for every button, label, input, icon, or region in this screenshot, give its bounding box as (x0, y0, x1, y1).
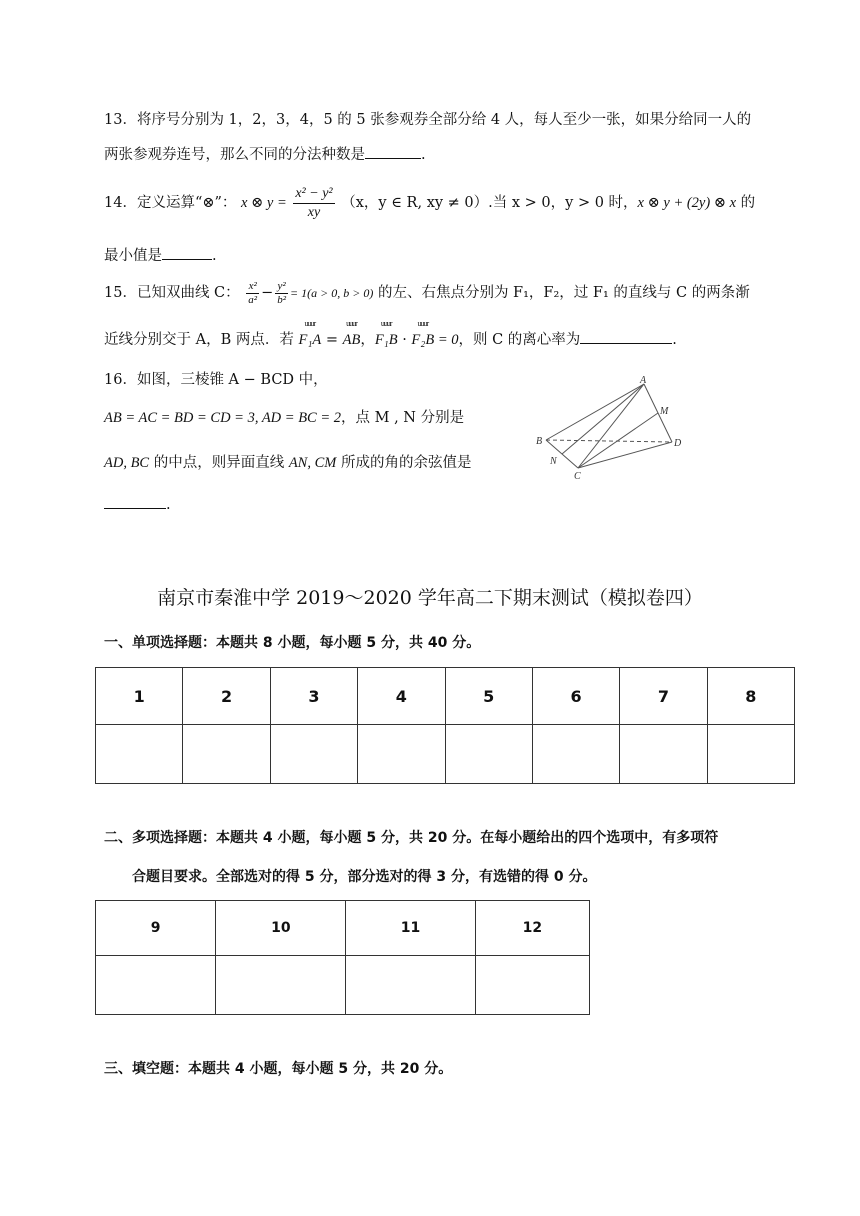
answer-cell[interactable] (270, 725, 357, 784)
answer-cell[interactable] (707, 725, 794, 784)
table1-header-cell: 5 (445, 668, 532, 725)
q15-vec-mark: uuur (380, 319, 392, 328)
q15-text2b: ，则 C 的离心率为 (458, 332, 581, 348)
answer-cell[interactable] (96, 956, 216, 1015)
q16-lengths: AB = AC = BD = CD = 3, AD = BC = 2 (104, 410, 342, 426)
q15-text2a: 近线分别交于 A，B 两点．若 (104, 332, 299, 348)
q16-line1: 16．如图，三棱锥 A − BCD 中， (104, 372, 328, 388)
answer-cell[interactable] (346, 956, 475, 1015)
q14-den: xy (307, 204, 321, 220)
answer-cell[interactable] (358, 725, 445, 784)
q14-lhs: x ⊗ y = (241, 195, 287, 211)
q16-end: . (166, 497, 171, 513)
q16-text3d: 所成的角的余弦值是 (336, 455, 472, 471)
table1-header-row (96, 668, 795, 725)
q16-line2 (104, 408, 464, 428)
q15-end: . (672, 332, 677, 348)
q15-vec-mark: uuur (304, 319, 316, 328)
q15-y-den: b² (277, 293, 287, 306)
q14-num: x² − y² (293, 185, 334, 204)
answer-cell[interactable] (183, 725, 270, 784)
edge-bd-hidden (546, 440, 672, 442)
answer-table-multi-choice (95, 900, 590, 1015)
answer-cell[interactable] (532, 725, 619, 784)
edge-ab (546, 384, 644, 440)
q15-v4: F₂B (411, 332, 435, 348)
section2-heading-line1: 二、多项选择题：本题共 4 小题，每小题 5 分，共 20 分。在每小题给出的四个选项中，有多项符 (104, 830, 719, 846)
q15-dot: · (397, 332, 412, 348)
q15-vec-ab (342, 319, 361, 350)
table2-header-cell: 11 (346, 901, 475, 956)
page-title: 南京市秦淮中学 2019～2020 学年高二下期末测试（模拟卷四） (157, 587, 703, 609)
table1-header-cell: 1 (96, 668, 183, 725)
q13-end: . (421, 147, 426, 163)
q15-zero: = 0 (434, 332, 459, 348)
q15-line2 (104, 319, 677, 350)
table2-header-cell: 12 (475, 901, 589, 956)
q15-v3: F₁B (374, 332, 398, 348)
q15-vec-f2b (411, 319, 435, 350)
table1-header-cell: 8 (707, 668, 794, 725)
answer-cell[interactable] (620, 725, 707, 784)
q15-eq2: = (321, 332, 343, 348)
q13-line1: 13．将序号分别为 1，2，3，4，5 的 5 张参观券全部分给 4 人，每人至少一张，如果分给同一人的 (104, 112, 752, 128)
q15-blank (580, 329, 672, 344)
label-b: B (536, 436, 543, 447)
table1-header-cell: 2 (183, 668, 270, 725)
q16-line3 (104, 453, 471, 473)
q15-frac-x (246, 280, 259, 307)
q14-fraction (293, 185, 334, 222)
q16-an-cm: AN, CM (288, 455, 337, 471)
q13-line2 (104, 144, 426, 165)
q15-v1: F₁A (298, 332, 322, 348)
q16-blank (104, 494, 166, 509)
label-c: C (574, 471, 581, 482)
q16-text3b: 的中点，则异面直线 (149, 455, 289, 471)
table1-header-cell: 7 (620, 668, 707, 725)
answer-table-single-choice (95, 667, 795, 784)
section3-heading: 三、填空题：本题共 4 小题，每小题 5 分，共 20 分。 (104, 1061, 453, 1077)
answer-cell[interactable] (445, 725, 532, 784)
table2-header-row (96, 901, 590, 956)
q16-ad-bc: AD, BC (104, 455, 150, 471)
q15-vec-f1b (374, 319, 398, 350)
q14-blank (162, 245, 212, 260)
edge-cd (578, 442, 672, 468)
q15-vec-mark: uuur (417, 319, 429, 328)
q15-vec-mark: uuur (346, 319, 357, 328)
label-a: A (640, 376, 647, 386)
q14-line1 (104, 183, 755, 223)
q15-v2: AB (342, 332, 361, 348)
label-n: N (550, 456, 557, 467)
table1-header-cell: 3 (270, 668, 357, 725)
table1-header-cell: 4 (358, 668, 445, 725)
label-d: D (674, 438, 682, 449)
q15-x-den: a² (248, 293, 258, 306)
answer-cell[interactable] (96, 725, 183, 784)
q13-text: 两张参观券连号，那么不同的分法种数是 (104, 147, 365, 163)
section2-heading-line2: 合题目要求。全部选对的得 5 分，部分选对的得 3 分，有选错的得 0 分。 (132, 869, 597, 885)
q14-tail: 的 (736, 195, 756, 211)
q15-vec-f1a (298, 319, 322, 350)
q16-line4 (104, 494, 171, 515)
q15-rest: 的左、右焦点分别为 F₁，F₂，过 F₁ 的直线与 C 的两条渐 (373, 285, 750, 301)
q13-blank (365, 144, 421, 159)
answer-cell[interactable] (475, 956, 589, 1015)
q15-line1: 15．已知双曲线 C： $\frac{\text{x²}}{\text{a²}}$ − $\frac{\text{y²}}{\text{b²}}$ = 1(a > 0, b > 0) 的左、右焦点分别为 F₁，F₂，过 F₁ 的直线与 C 的两条渐 (104, 279, 750, 306)
q14-end: . (212, 248, 217, 264)
q14-expr: x ⊗ y + (2y) ⊗ x (637, 195, 737, 211)
q15-comma: ， (360, 332, 375, 348)
table1-header-cell: 6 (532, 668, 619, 725)
q14-prefix: 14．定义运算“⊗”： (104, 195, 237, 211)
segment-an (562, 384, 644, 454)
q14-line2 (104, 245, 217, 266)
section1-heading: 一、单项选择题：本题共 8 小题，每小题 5 分，共 40 分。 (104, 635, 481, 651)
q14-text2: 最小值是 (104, 248, 162, 264)
table1-answer-row (96, 725, 795, 784)
q16-points: ，点 M , N 分别是 (341, 410, 465, 426)
q15-y-num: y² (275, 280, 288, 294)
q15-eq: = 1(a > 0, b > 0) (290, 286, 374, 300)
table2-answer-row (96, 956, 590, 1015)
q15-x-num: x² (246, 280, 259, 294)
label-m: M (660, 406, 669, 417)
q14-cond: （x，y ∈ R, xy ≠ 0）.当 x > 0，y > 0 时， (341, 195, 638, 211)
q15-frac-y (275, 280, 288, 307)
table2-header-cell: 9 (96, 901, 216, 956)
q15-prefix: 15．已知双曲线 C： (104, 285, 240, 301)
tetrahedron-diagram (534, 376, 684, 482)
table2-header-cell: 10 (216, 901, 346, 956)
edge-ac (578, 384, 644, 468)
answer-cell[interactable] (216, 956, 346, 1015)
